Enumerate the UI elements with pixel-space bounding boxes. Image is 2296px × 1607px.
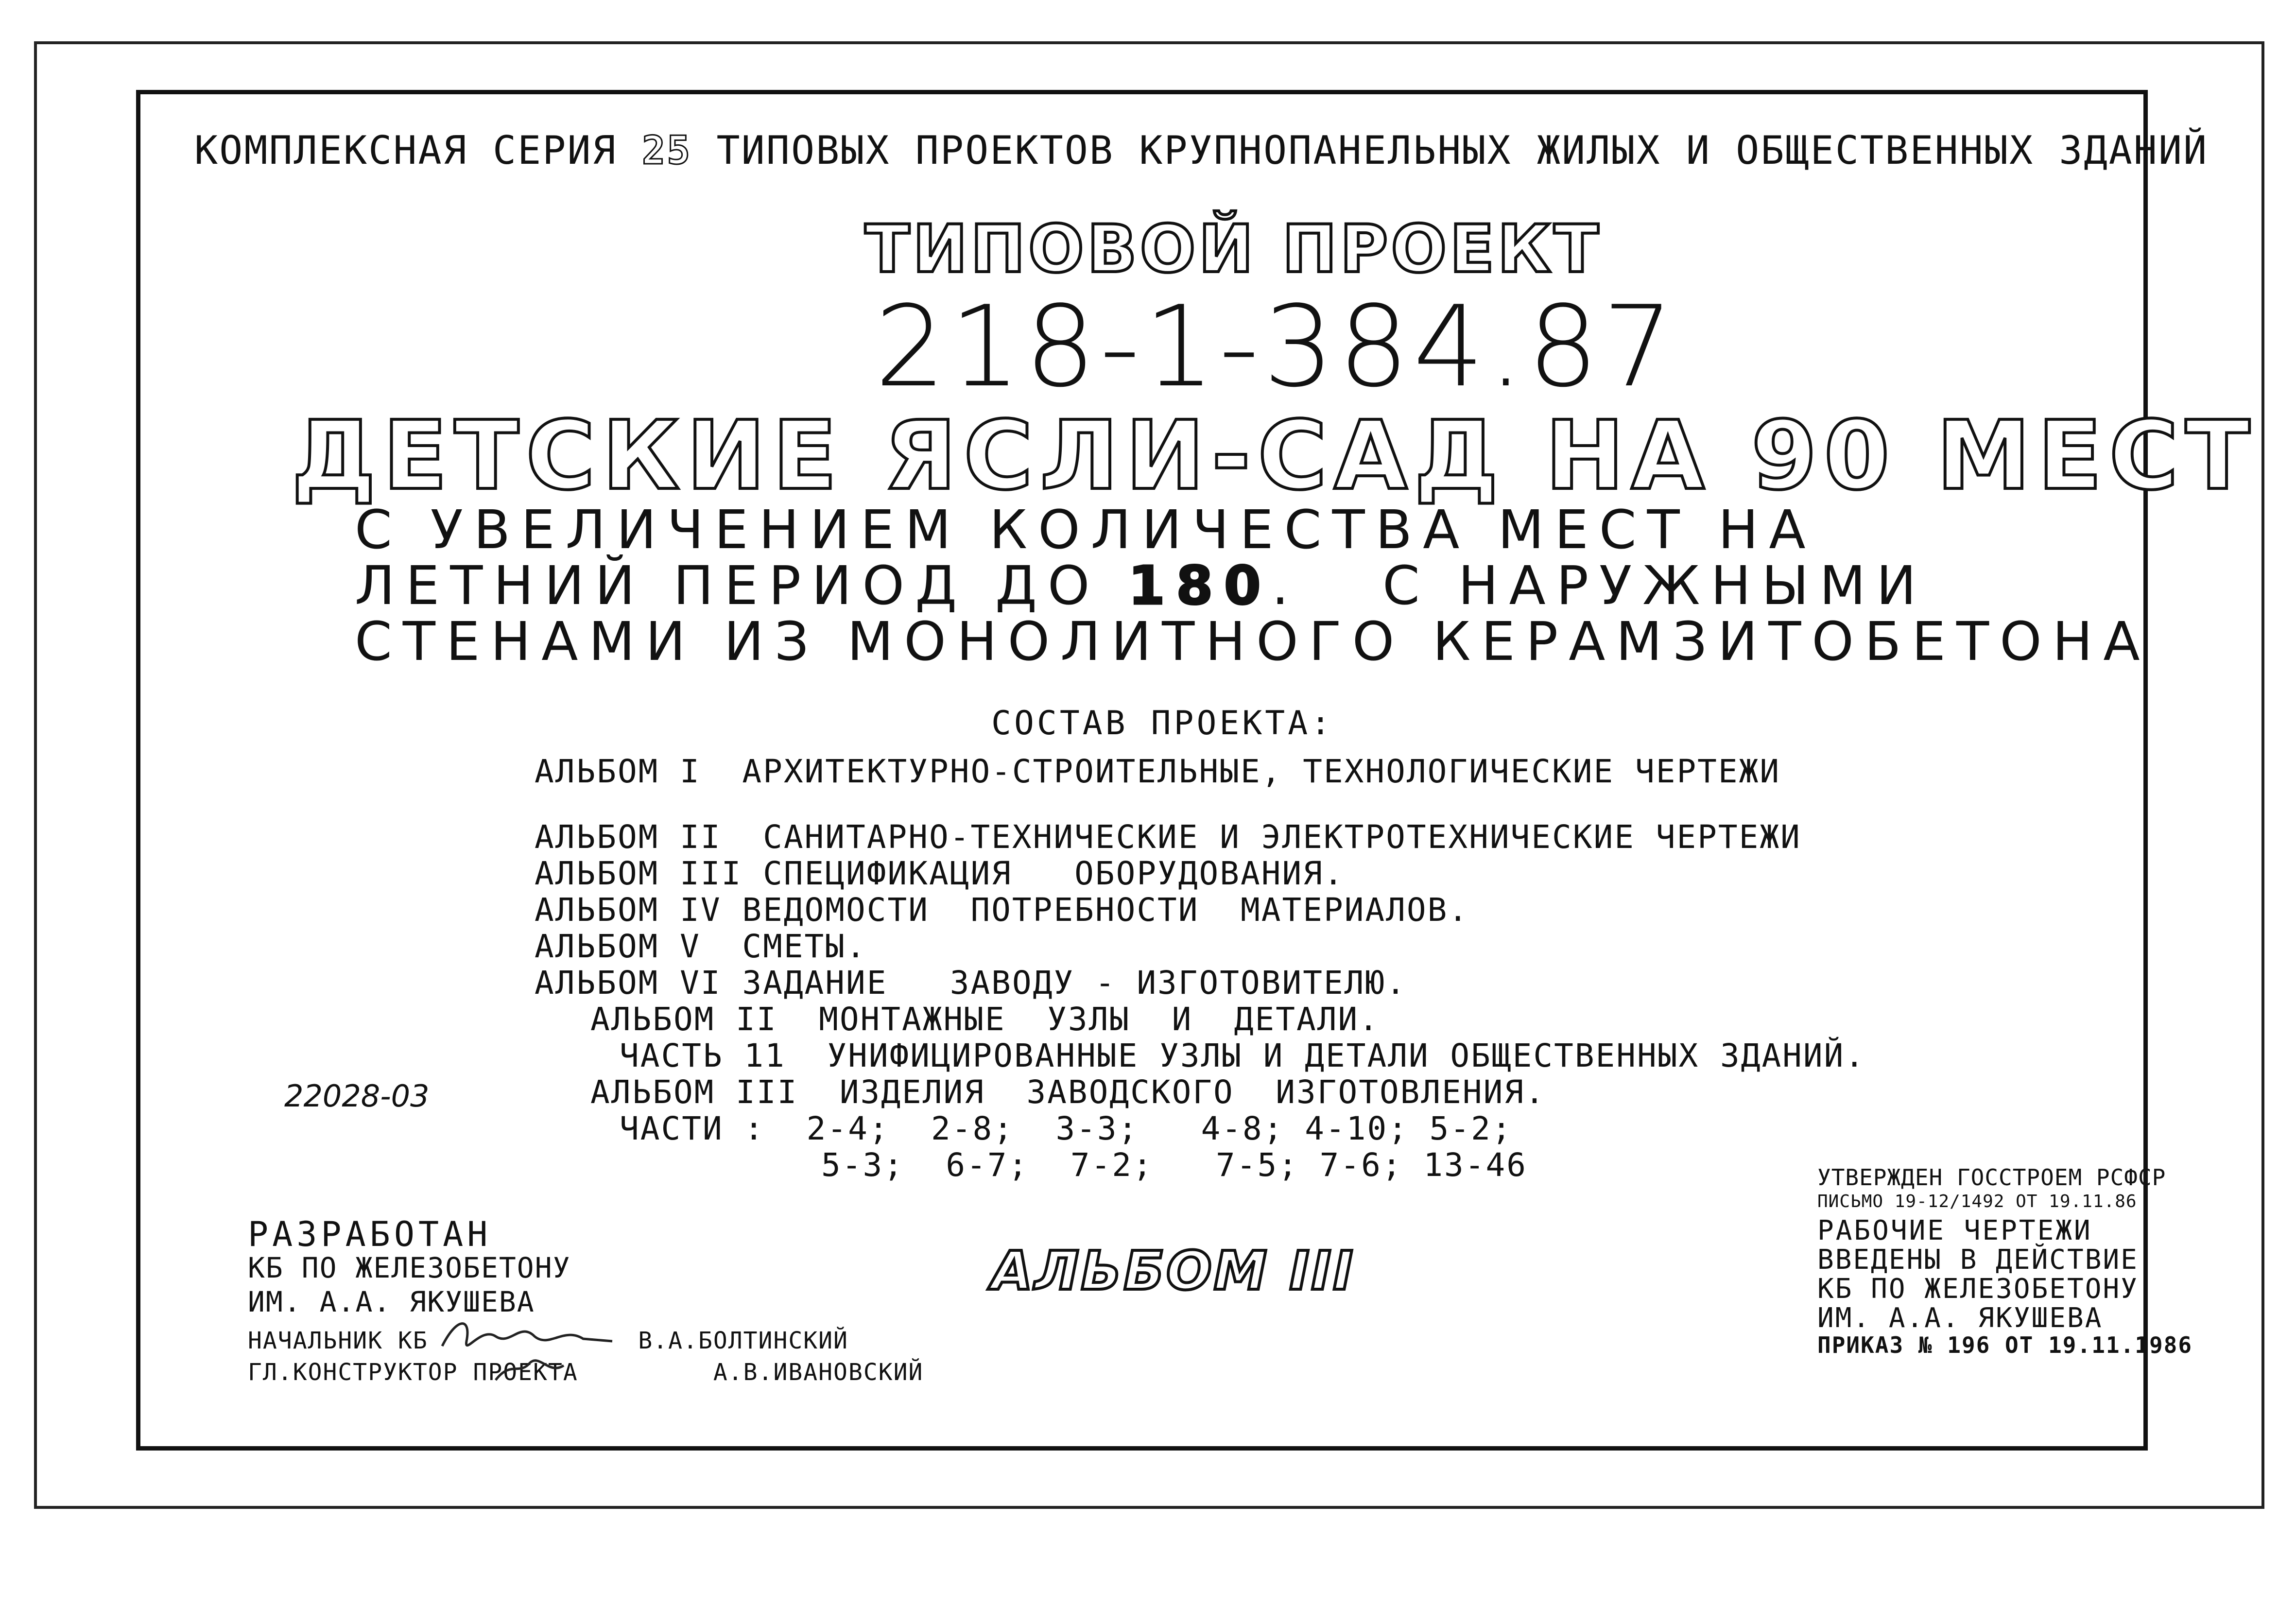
approval-line: РАБОЧИЕ ЧЕРТЕЖИ	[1817, 1215, 2092, 1246]
subtitle-line-3: СТЕНАМИ ИЗ МОНОЛИТНОГО КЕРАМЗИТОБЕТОНА	[355, 610, 2151, 673]
approval-line: ВВЕДЕНЫ В ДЕЙСТВИЕ	[1817, 1244, 2139, 1276]
reference-item: ЧАСТИ : 2-4; 2-8; 3-3; 4-8; 4-10; 5-2;	[620, 1110, 1513, 1147]
subtitle-line-1: С УВЕЛИЧЕНИЕМ КОЛИЧЕСТВА МЕСТ НА	[355, 499, 1816, 561]
approval-line: КБ ПО ЖЕЛЕЗОБЕТОНУ	[1817, 1273, 2139, 1305]
album-number-badge: АЛЬБОМ III	[991, 1240, 1355, 1302]
approval-line: УТВЕРЖДЕН ГОССТРОЕМ РСФСР	[1817, 1164, 2166, 1191]
album-item: АЛЬБОМ IV ВЕДОМОСТИ ПОТРЕБНОСТИ МАТЕРИАЛОВ.	[535, 891, 1469, 929]
approval-line: ПИСЬМО 19-12/1492 ОТ 19.11.86	[1817, 1192, 2137, 1211]
developer-chief: НАЧАЛЬНИК КБ В.А.БОЛТИНСКИЙ	[248, 1327, 848, 1354]
approval-line: ПРИКАЗ № 196 ОТ 19.11.1986	[1817, 1332, 2193, 1358]
project-number: 218-1-384.87	[875, 282, 1678, 412]
developer-org-name: ИМ. А.А. ЯКУШЕВА	[248, 1285, 535, 1318]
subtitle-line-2: ЛЕТНИЙ ПЕРИОД ДО 180. С НАРУЖНЫМИ	[355, 554, 1927, 617]
approval-line: ИМ. А.А. ЯКУШЕВА	[1817, 1302, 2103, 1334]
project-label: ТИПОВОЙ ПРОЕКТ	[865, 211, 1602, 287]
signature-scribble	[437, 1307, 622, 1390]
series-heading: КОМПЛЕКСНАЯ СЕРИЯ 25 ТИПОВЫХ ПРОЕКТОВ КРУПНОПАНЕЛЬНЫХ ЖИЛЫХ И ОБЩЕСТВЕННЫХ ЗДАНИЙ	[194, 128, 2209, 173]
developer-chief-designer: ГЛ.КОНСТРУКТОР ПРОЕКТА А.В.ИВАНОВСКИЙ	[248, 1359, 924, 1386]
reference-item: ЧАСТЬ 11 УНИФИЦИРОВАННЫЕ УЗЛЫ И ДЕТАЛИ ОБЩЕСТВЕННЫХ ЗДАНИЙ.	[620, 1037, 1866, 1074]
album-item: АЛЬБОМ VI ЗАДАНИЕ ЗАВОДУ - ИЗГОТОВИТЕЛЮ.	[535, 964, 1407, 1002]
main-title: ДЕТСКИЕ ЯСЛИ-САД НА 90 МЕСТ	[292, 400, 2257, 511]
album-item: АЛЬБОМ V СМЕТЫ.	[535, 928, 867, 965]
developer-org: КБ ПО ЖЕЛЕЗОБЕТОНУ	[248, 1251, 571, 1284]
album-item: АЛЬБОМ II САНИТАРНО-ТЕХНИЧЕСКИЕ И ЭЛЕКТРОТЕХНИЧЕСКИЕ ЧЕРТЕЖИ	[535, 818, 1801, 856]
developer-heading: РАЗРАБОТАН	[248, 1214, 492, 1254]
album-item: АЛЬБОМ I АРХИТЕКТУРНО-СТРОИТЕЛЬНЫЕ, ТЕХНОЛОГИЧЕСКИЕ ЧЕРТЕЖИ	[535, 753, 1781, 790]
reference-item: АЛЬБОМ III ИЗДЕЛИЯ ЗАВОДСКОГО ИЗГОТОВЛЕНИЯ.	[590, 1073, 1546, 1111]
document-code: 22028-03	[284, 1078, 430, 1114]
reference-item: АЛЬБОМ II МОНТАЖНЫЕ УЗЛЫ И ДЕТАЛИ.	[590, 1001, 1380, 1038]
reference-item: 5-3; 6-7; 7-2; 7-5; 7-6; 13-46	[821, 1146, 1528, 1184]
album-item: АЛЬБОМ III СПЕЦИФИКАЦИЯ ОБОРУДОВАНИЯ.	[535, 855, 1345, 892]
composition-label: СОСТАВ ПРОЕКТА:	[991, 704, 1334, 743]
